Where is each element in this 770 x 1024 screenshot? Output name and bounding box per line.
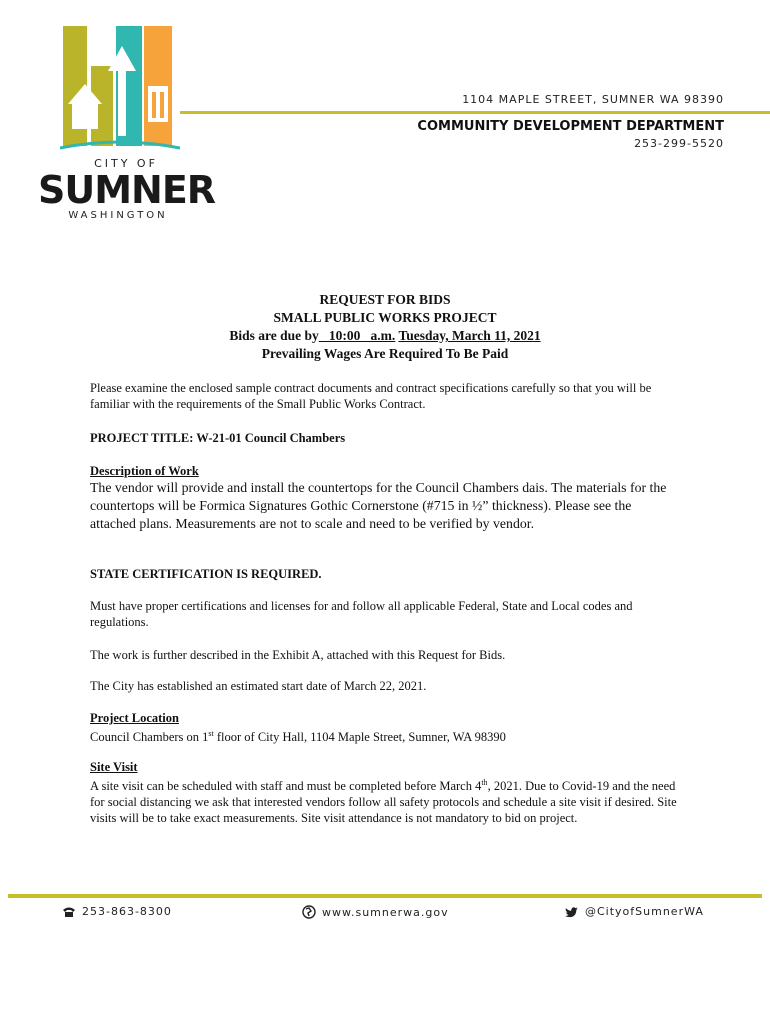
phone-icon [62, 906, 76, 918]
logo-washington: WASHINGTON [68, 210, 168, 221]
twitter-icon [565, 906, 579, 918]
title-prevailing-wages: Prevailing Wages Are Required To Be Paid [261, 346, 509, 361]
site-visit-text-pre: A site visit can be scheduled with staff and must be completed before March 4 [90, 779, 482, 794]
footer-twitter[interactable] [565, 905, 704, 918]
header-address: 1104 MAPLE STREET, SUMNER WA 98390 [462, 93, 724, 106]
exhibit-paragraph: The work is further described in the Exhibit A, attached with this Request for Bids. [90, 648, 506, 662]
footer-website-text[interactable]: www.sumnerwa.gov [322, 905, 449, 919]
project-title: PROJECT TITLE: W-21-01 Council Chambers [90, 431, 346, 445]
logo-sumner: SUMNER [38, 168, 216, 212]
site-visit-heading: Site Visit [90, 760, 138, 774]
title-small-public-works: SMALL PUBLIC WORKS PROJECT [273, 310, 497, 325]
description-heading: Description of Work [90, 464, 199, 478]
location-sup: st [208, 729, 214, 738]
title-due-date [0, 328, 770, 344]
due-date: Tuesday, March 11, 2021 [398, 328, 541, 343]
logo-silhouette-icon [60, 26, 180, 156]
location-text-pre: Council Chambers on 1 [90, 730, 209, 745]
location-paragraph [90, 726, 680, 745]
footer-rule [8, 894, 762, 898]
footer-twitter-text[interactable]: @CityofSumnerWA [585, 905, 704, 918]
site-visit-text-post: , 2021. Due to Covid-19 and the need for social distancing we ask that interested vendors follow all safety protocols and schedule a site visit if desired. Site visits will be to take exact measurements. Site visit attendance is not mandatory to bid on project. [90, 779, 677, 826]
licenses-paragraph: Must have proper certifications and licenses for and follow all applicable Federal, State and Local codes and regulations. [90, 599, 633, 629]
footer-phone-text: 253-863-8300 [82, 905, 172, 918]
footer-website[interactable] [302, 905, 449, 919]
intro-paragraph: Please examine the enclosed sample contract documents and contract specifications carefully so that you will be familiar with the requirements of the Small Public Works Contract. [90, 381, 652, 411]
header-rule [180, 111, 770, 114]
footer-phone [62, 905, 172, 918]
city-logo [60, 26, 180, 156]
header-department: COMMUNITY DEVELOPMENT DEPARTMENT [417, 119, 724, 134]
certification-notice: STATE CERTIFICATION IS REQUIRED. [90, 567, 322, 581]
due-prefix: Bids are due by [229, 328, 319, 343]
header-phone: 253-299-5520 [634, 137, 724, 150]
location-heading: Project Location [90, 711, 179, 725]
start-date-paragraph: The City has established an estimated start date of March 22, 2021. [90, 679, 427, 693]
site-visit-paragraph [90, 775, 680, 826]
logo-city-of: CITY OF [94, 157, 158, 170]
title-request-for-bids: REQUEST FOR BIDS [319, 292, 451, 307]
globe-icon [302, 905, 316, 919]
location-text-post: floor of City Hall, 1104 Maple Street, Sumner, WA 98390 [213, 730, 506, 745]
description-paragraph: The vendor will provide and install the countertops for the Council Chambers dais. The materials for the countertops will be Formica Signatures Gothic Cornerstone (#715 in ½” thickness). Please see the attached plans. Measurements are not to scale and need to be verified by vendor. [90, 480, 667, 531]
site-visit-sup: th [481, 778, 488, 787]
due-time: 10:00 a.m. [318, 328, 396, 343]
